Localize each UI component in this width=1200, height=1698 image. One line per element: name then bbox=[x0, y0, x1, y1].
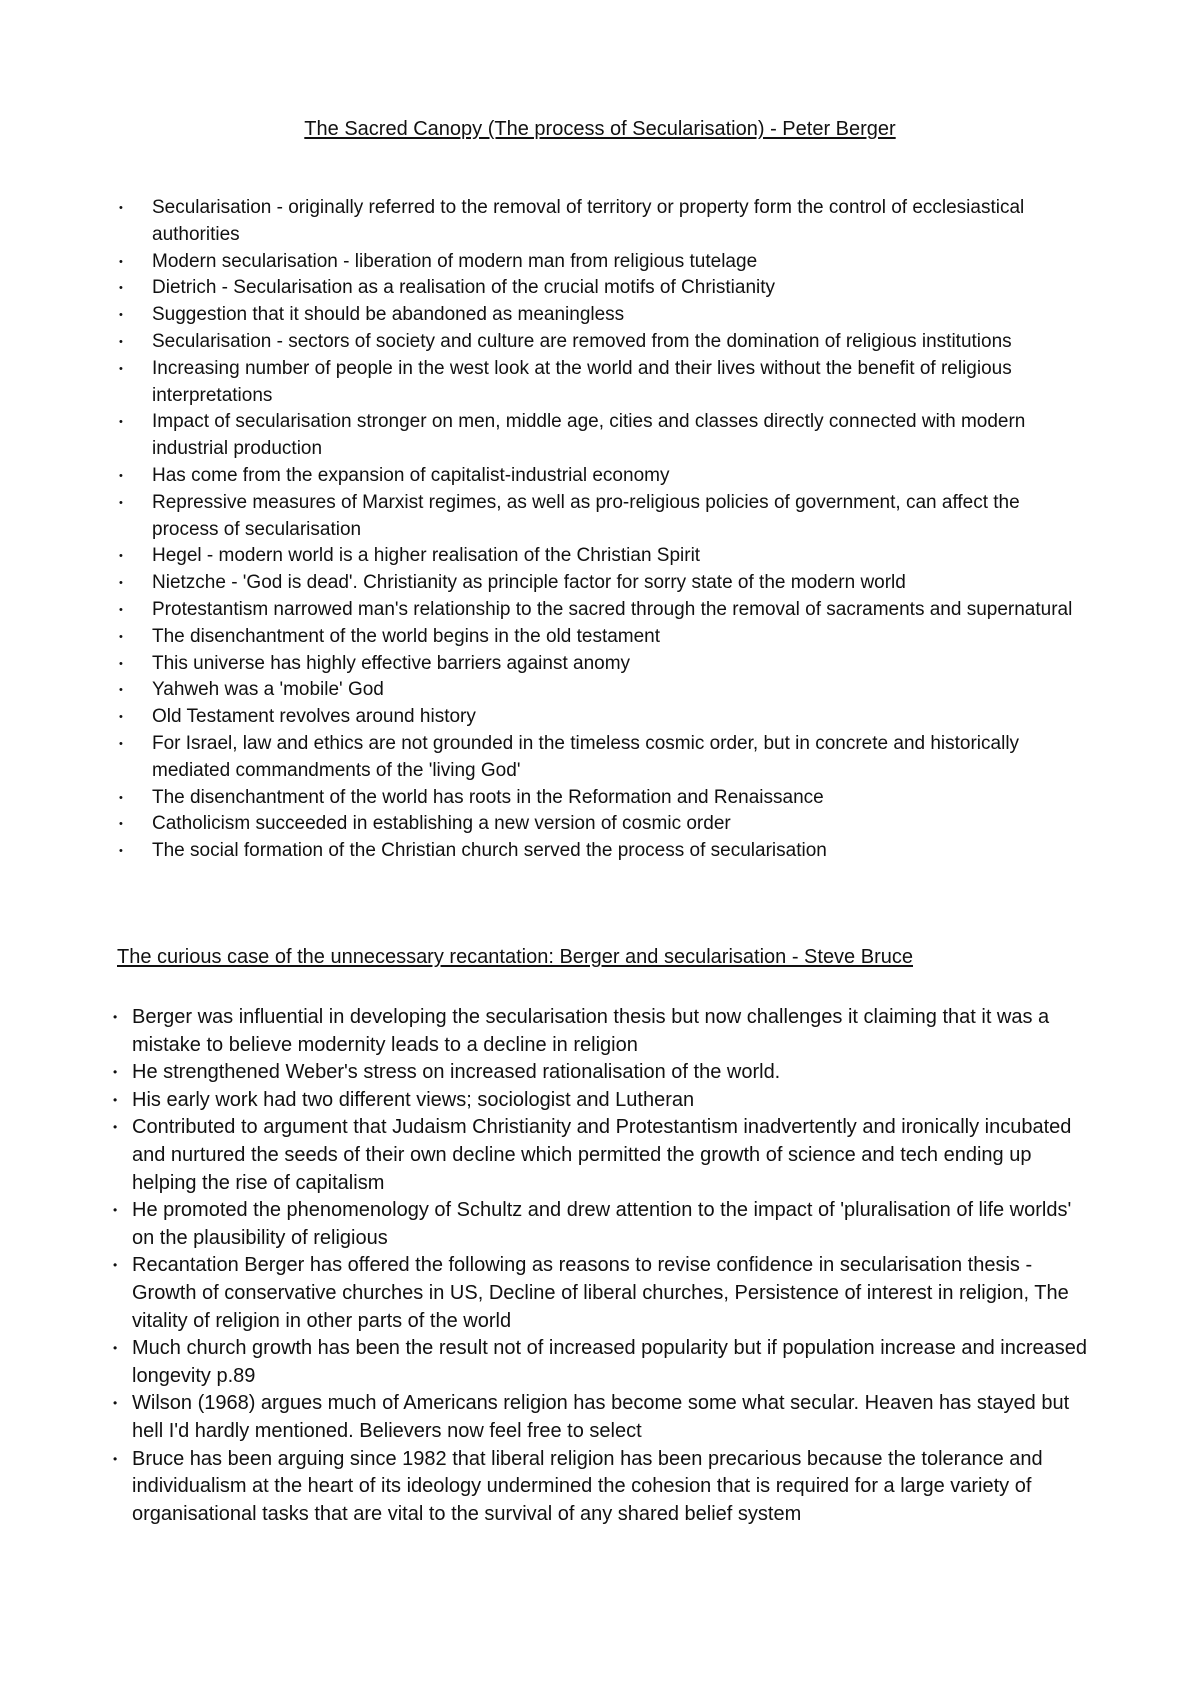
list-item: • Protestantism narrowed man's relationship to the sacred through the removal of sacraments and supernatural bbox=[119, 597, 1079, 624]
bullet-icon: • bbox=[113, 1203, 118, 1218]
list-item: • Wilson (1968) argues much of Americans religion has become some what secular. Heaven has stayed but hell I'd hardly mentioned. Believers now feel free to select bbox=[113, 1392, 1070, 1442]
bullet-icon: • bbox=[119, 282, 123, 295]
bullet-icon: • bbox=[119, 737, 123, 750]
list-item: • Increasing number of people in the west look at the world and their lives without the benefit of religious interpretations bbox=[119, 357, 1012, 406]
bullet-icon: • bbox=[113, 1396, 118, 1411]
list-item: • Has come from the expansion of capitalist-industrial economy bbox=[119, 463, 1079, 490]
bullet-icon: • bbox=[113, 1092, 118, 1107]
list-item: • Old Testament revolves around history bbox=[119, 704, 1079, 731]
list-item: • Impact of secularisation stronger on men, middle age, cities and classes directly connected with modern industrial production bbox=[119, 411, 1026, 460]
section-1-list bbox=[119, 195, 1079, 865]
list-item: • Secularisation - sectors of society and culture are removed from the domination of religious institutions bbox=[119, 329, 1079, 356]
bullet-icon: • bbox=[113, 1451, 118, 1466]
list-item: • The disenchantment of the world begins in the old testament bbox=[119, 624, 1079, 651]
list-item: • Repressive measures of Marxist regimes, as well as pro-religious policies of government, can affect the process of secularisation bbox=[119, 491, 1020, 540]
list-item: • Recantation Berger has offered the following as reasons to revise confidence in secularisation thesis - Growth of conservative churches in US, Decline of liberal churches, Persistence of interest in religion, The vitality of religion in other parts of the world bbox=[113, 1254, 1069, 1332]
bullet-icon: • bbox=[119, 416, 123, 429]
list-item: • Berger was influential in developing the secularisation thesis but now challenges it claiming that it was a mistake to believe modernity leads to a decline in religion bbox=[113, 1006, 1050, 1056]
bullet-icon: • bbox=[113, 1341, 118, 1356]
bullet-icon: • bbox=[113, 1010, 118, 1024]
bullet-icon: • bbox=[119, 684, 123, 697]
bullet-icon: • bbox=[119, 362, 123, 375]
bullet-icon: • bbox=[119, 577, 123, 590]
bullet-icon: • bbox=[119, 818, 123, 831]
bullet-icon: • bbox=[119, 711, 123, 724]
bullet-icon: • bbox=[119, 603, 123, 616]
list-item: • This universe has highly effective barriers against anomy bbox=[119, 651, 1079, 678]
list-item: • Suggestion that it should be abandoned as meaningless bbox=[119, 302, 1079, 329]
bullet-icon: • bbox=[119, 335, 123, 348]
list-item: • The disenchantment of the world has roots in the Reformation and Renaissance bbox=[119, 785, 1079, 812]
list-item: • Yahweh was a 'mobile' God bbox=[119, 677, 1079, 704]
bullet-icon: • bbox=[119, 630, 123, 643]
bullet-icon: • bbox=[119, 496, 123, 509]
bullet-icon: • bbox=[119, 469, 123, 482]
bullet-icon: • bbox=[119, 202, 123, 214]
bullet-icon: • bbox=[119, 791, 123, 804]
bullet-icon: • bbox=[119, 657, 123, 670]
list-item: • Nietzche - 'God is dead'. Christianity as principle factor for sorry state of the modern world bbox=[119, 570, 1079, 597]
bullet-icon: • bbox=[113, 1258, 118, 1273]
list-item: • Secularisation - originally referred to the removal of territory or property form the control of ecclesiastical authorities bbox=[119, 197, 1025, 245]
list-item: • Modern secularisation - liberation of modern man from religious tutelage bbox=[119, 249, 1079, 276]
section-2-title: The curious case of the unnecessary recantation: Berger and secularisation - Steve Bruce bbox=[117, 946, 913, 968]
bullet-icon: • bbox=[119, 255, 123, 268]
list-item: • Hegel - modern world is a higher realisation of the Christian Spirit bbox=[119, 543, 1079, 570]
list-item: • Catholicism succeeded in establishing a new version of cosmic order bbox=[119, 811, 1079, 838]
list-item: • For Israel, law and ethics are not grounded in the timeless cosmic order, but in concrete and historically mediated commandments of the 'living God' bbox=[119, 732, 1020, 781]
list-item: • Much church growth has been the result not of increased popularity but if population increase and increased longevity p.89 bbox=[113, 1337, 1088, 1387]
list-item: • The social formation of the Christian church served the process of secularisation bbox=[119, 838, 1079, 865]
list-item: • He promoted the phenomenology of Schultz and drew attention to the impact of 'pluralisation of life worlds' on the plausibility of religious bbox=[113, 1199, 1072, 1249]
bullet-icon: • bbox=[113, 1120, 118, 1135]
section-1-title: The Sacred Canopy (The process of Secularisation) - Peter Berger bbox=[304, 118, 896, 140]
bullet-icon: • bbox=[119, 845, 123, 858]
list-item: • He strengthened Weber's stress on increased rationalisation of the world. bbox=[113, 1059, 1098, 1087]
list-item: • Dietrich - Secularisation as a realisation of the crucial motifs of Christianity bbox=[119, 275, 1079, 302]
list-item: • Contributed to argument that Judaism Christianity and Protestantism inadvertently and ironically incubated and nurtured the seeds of their own decline which permitted the growth of science and tech ending up helping the rise of capitalism bbox=[113, 1116, 1072, 1194]
bullet-icon: • bbox=[113, 1065, 118, 1080]
bullet-icon: • bbox=[119, 309, 123, 322]
bullet-icon: • bbox=[119, 550, 123, 563]
section-2-list bbox=[113, 1004, 1098, 1528]
list-item: • Bruce has been arguing since 1982 that liberal religion has been precarious because the tolerance and individualism at the heart of its ideology undermined the cohesion that is required for a large variety of organisational tasks that are vital to the survival of any shared belief system bbox=[113, 1447, 1043, 1525]
list-item: • His early work had two different views; sociologist and Lutheran bbox=[113, 1087, 1098, 1115]
